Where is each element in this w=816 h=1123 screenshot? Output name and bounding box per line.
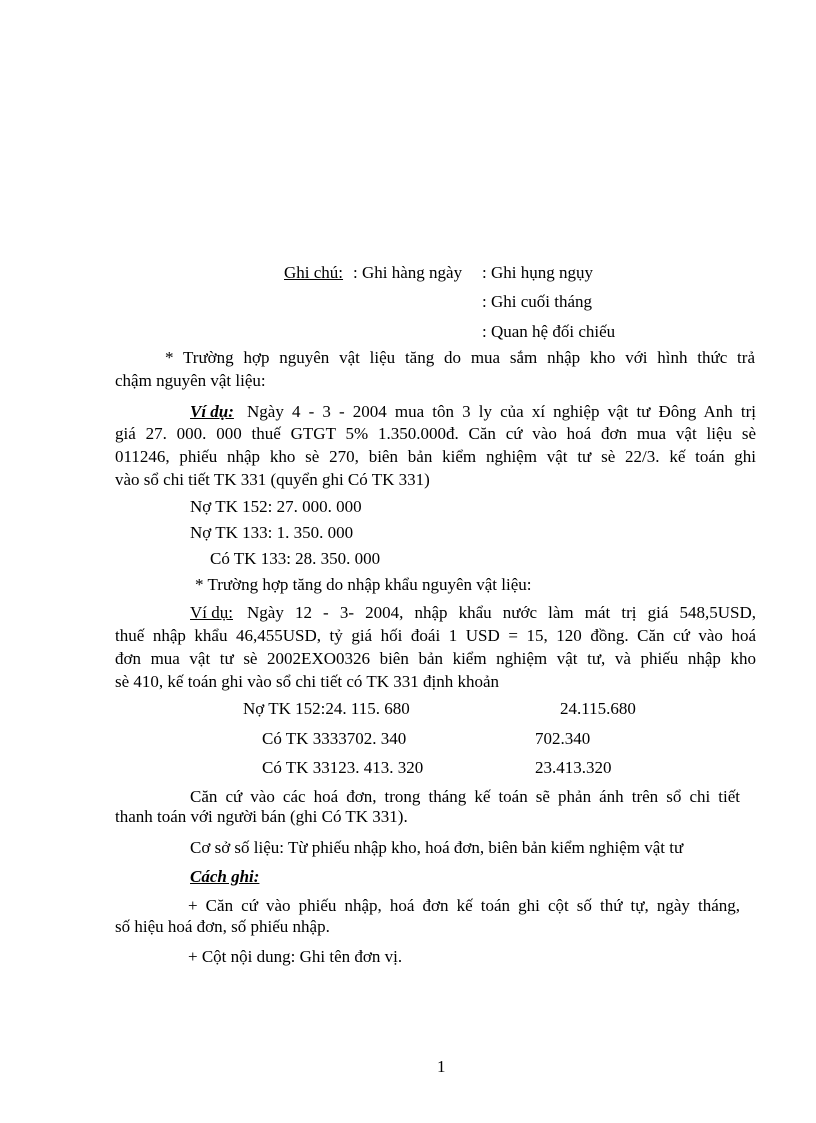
entry2-credit-331-label: Có TK 33123. 413. 320 [262,758,424,777]
legend-label: Ghi chú: [284,263,344,282]
entry1-credit-133: Có TK 133: 28. 350. 000 [210,549,381,568]
entry2-credit-331-value: 23.413.320 [535,758,612,777]
para3-line2: thanh toán với người bán (ghi Có TK 331). [115,807,408,826]
example1-line3: 011246, phiếu nhập kho sè 270, biên bản kiểm nghiệm vật tư sè 22/3. kế toán ghi [115,447,756,466]
legend-item-recording: : Ghi hụng ngụy [482,263,593,282]
example2-line4: sè 410, kế toán ghi vào sổ chi tiết có TK 331 định khoản [115,672,500,691]
example1-line1: Ngày 4 - 3 - 2004 mua tôn 3 ly của xí nghiệp vật tư Đông Anh trị [247,402,756,421]
entry2-debit-152-value: 24.115.680 [560,699,636,718]
entry2-credit-3333-label: Có TK 3333702. 340 [262,729,407,748]
example2-line3: đơn mua vật tư sè 2002EXO0326 biên bản kiểm nghiệm vật tư, và phiếu nhập kho [115,649,756,668]
entry2-credit-3333-value: 702.340 [535,729,591,748]
entry1-debit-152: Nợ TK 152: 27. 000. 000 [190,497,362,516]
example2-line2: thuế nhập khẩu 46,455USD, tỷ giá hối đoái 1 USD = 15, 120 đồng. Căn cứ vào hoá [115,626,756,645]
entry2-debit-152-label: Nợ TK 152:24. 115. 680 [243,699,410,718]
legend-item-month-end: : Ghi cuối tháng [482,292,593,311]
example1-line2: giá 27. 000. 000 thuế GTGT 5% 1.350.000đ. Căn cứ vào hoá đơn mua vật liệu sè [115,424,756,443]
para1-line2: chậm nguyên vật liệu: [115,371,266,390]
example1-line4: vào sổ chi tiết TK 331 (quyển ghi Có TK 331) [115,470,430,489]
method-item2: + Cột nội dung: Ghi tên đơn vị. [188,947,403,966]
example1-label: Ví dụ: [190,402,234,421]
method-item1-line2: số hiệu hoá đơn, số phiếu nhập. [115,917,330,936]
page-number: 1 [437,1057,446,1076]
entry1-debit-133: Nợ TK 133: 1. 350. 000 [190,523,354,542]
para2-line1: * Trường hợp tăng do nhập khẩu nguyên vật liệu: [195,575,532,594]
example2-line1: Ngày 12 - 3- 2004, nhập khẩu nước làm mát trị giá 548,5USD, [247,603,756,622]
para3-line1: Căn cứ vào các hoá đơn, trong tháng kế toán sẽ phản ánh trên sổ chi tiết [190,787,740,806]
method-heading: Cách ghi: [190,867,260,886]
method-item1-line1: + Căn cứ vào phiếu nhập, hoá đơn kế toán ghi cột số thứ tự, ngày tháng, [188,896,740,915]
para1-line1: * Trường hợp nguyên vật liệu tăng do mua sắm nhập kho với hình thức trả [165,348,755,367]
legend-item-reconciliation: : Quan hệ đối chiếu [482,322,616,341]
example2-label: Ví dụ: [190,603,233,622]
para4-line1: Cơ sở số liệu: Từ phiếu nhập kho, hoá đơn, biên bản kiểm nghiệm vật tư [190,838,684,857]
legend-item-daily: : Ghi hàng ngày [353,263,463,282]
